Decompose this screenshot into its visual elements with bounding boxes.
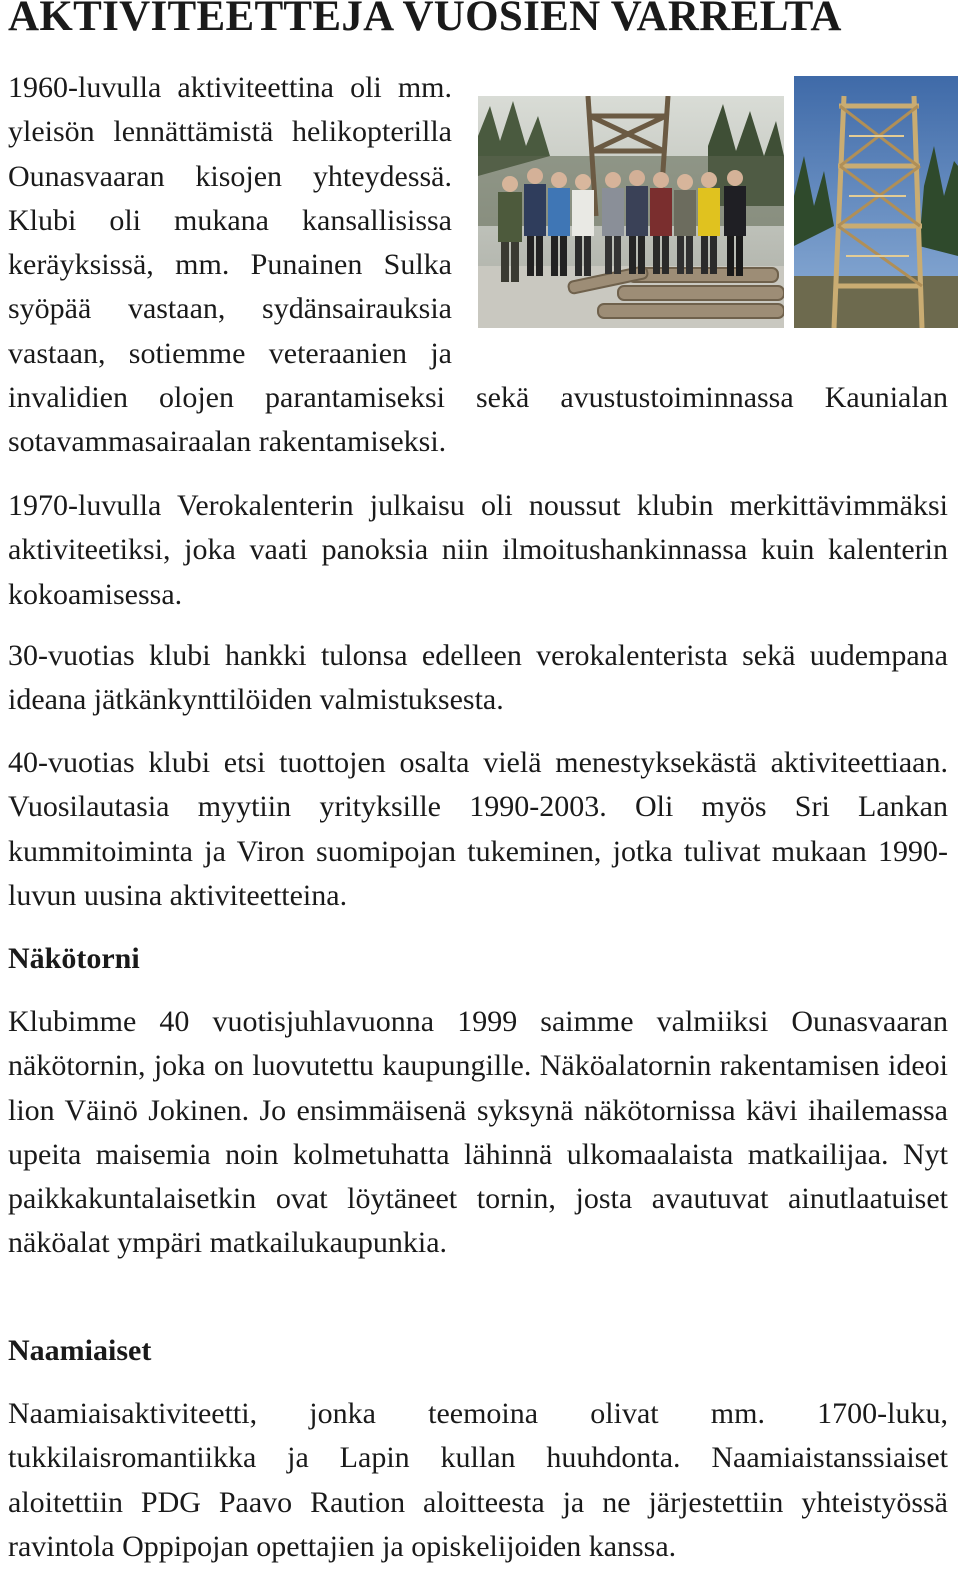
- paragraph-30-years: 30-vuotias klubi hankki tulonsa edelleen verokalenterista sekä uudempana ideana jätkänkynttilöiden valmistuksesta.: [8, 639, 948, 717]
- section-naamiaiset: [8, 1329, 948, 1569]
- heading-nakotorni: Näkötorni: [8, 942, 140, 975]
- heading-naamiaiset: Naamiaiset: [8, 1334, 152, 1367]
- section-40-years: [8, 741, 948, 918]
- group-photo-image: [478, 96, 784, 328]
- group-photo: [478, 96, 784, 328]
- photo-group: [468, 66, 958, 330]
- paragraph-1960s: 1960-luvulla aktiviteettina oli mm. yleisön lennättämistä helikopterilla Ounasvaaran kisojen yhteydessä. Klubi oli mukana kansallisissa keräyksissä, mm. Punainen Sulka syöpää vastaan, sydänsairauksia vastaan, sotiemme veteraanien ja invalidien olojen parantamiseksi sekä avustustoiminnassa Kaunialan sotavammasairaalan rakentamiseksi.: [8, 71, 948, 459]
- section-nakotorni: [8, 937, 948, 1266]
- page-title: AKTIVITEETTEJA VUOSIEN VARRELTA: [8, 0, 842, 40]
- paragraph-naamiaiset: Naamiaisaktiviteetti, jonka teemoina olivat mm. 1700-luku, tukkilaisromantiikka ja Lapin kullan huuhdonta. Naamiaistanssiaiset aloitettiin PDG Paavo Raution aloitteesta ja ne järjestettiin yhteistyössä ravintola Oppipojan opettajien ja opiskelijoiden kanssa.: [8, 1397, 948, 1563]
- paragraph-1970s: 1970-luvulla Verokalenterin julkaisu oli noussut klubin merkittävimmäksi aktiviteetiksi, joka vaati panoksia niin ilmoitushankinnassa kuin kalenterin kokoamisessa.: [8, 489, 948, 611]
- tower-photo-image: [794, 76, 958, 328]
- section-30-years: [8, 634, 948, 723]
- paragraph-40-years: 40-vuotias klubi etsi tuottojen osalta vielä menestyksekästä aktiviteettiaan. Vuosilautasia myytiin yrityksille 1990-2003. Oli myös Sri Lankan kummitoiminta ja Viron suomipojan tukeminen, jotka tulivat mukaan 1990-luvun uusina aktiviteetteina.: [8, 746, 948, 912]
- tower-photo: [794, 76, 958, 328]
- section-1970s: [8, 484, 948, 617]
- paragraph-nakotorni: Klubimme 40 vuotisjuhlavuonna 1999 saimme valmiiksi Ounasvaaran näkötornin, joka on luovutettu kaupungille. Näköalatornin rakentamisen ideoi lion Väinö Jokinen. Jo ensimmäisenä syksynä näkötornissa kävi ihailemassa upeita maisemia noin kolmetuhatta lähinnä ulkomaalaista matkailijaa. Nyt paikkakuntalaisetkin ovat löytäneet tornin, josta avautuvat ainutlaatuiset näköalat ympäri matkailukaupunkia.: [8, 1005, 948, 1260]
- section-1960s: [8, 66, 948, 465]
